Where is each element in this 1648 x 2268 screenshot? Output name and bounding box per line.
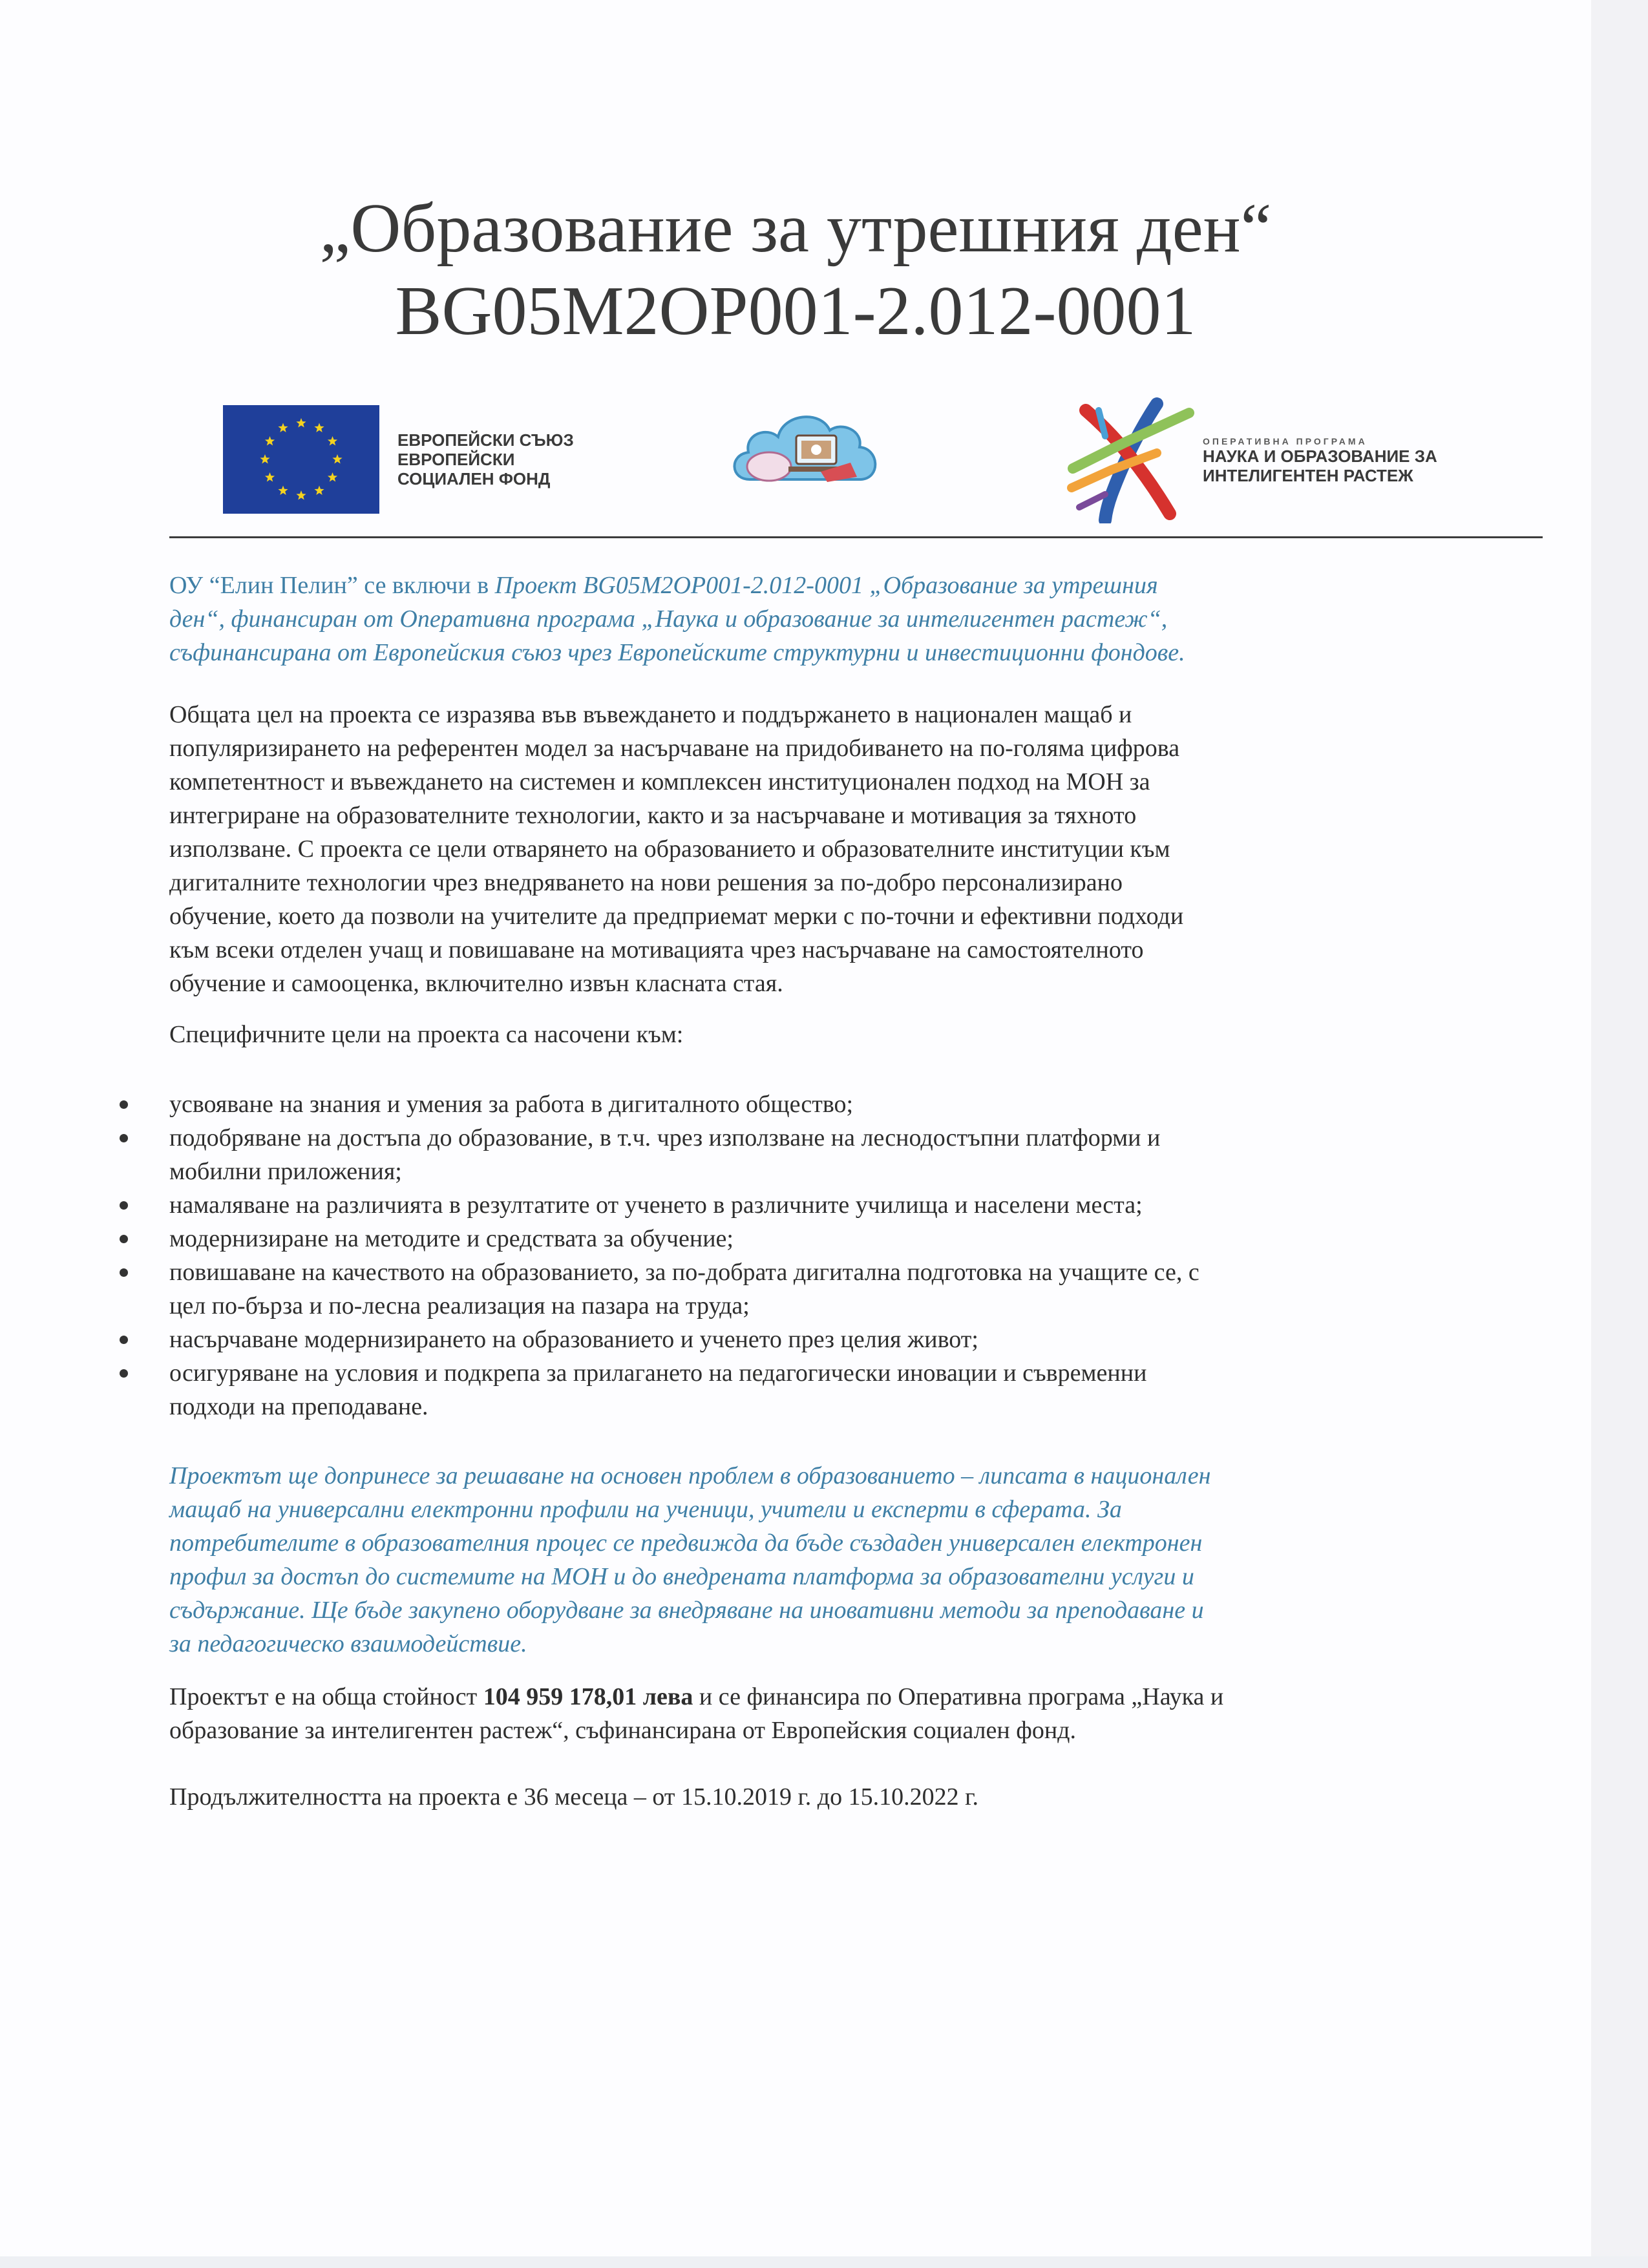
intro-line-3: съфинансирана от Европейския съюз чрез Европейските структурни и инвестиционни фондове. [169, 639, 1185, 666]
list-item [120, 1356, 1412, 1423]
eu-logo-line-3: СОЦИАЛЕН ФОНД [397, 469, 551, 488]
project-value-paragraph [169, 1680, 1404, 1747]
list-item-text: насърчаване модернизирането на образованието и ученето през целия живот; [169, 1326, 978, 1353]
eu-star-icon [278, 423, 288, 433]
impact-line: профил за достъп до системите на МОН и до внедрената платформа за образователни услуги и [169, 1563, 1194, 1590]
list-item [120, 1323, 1412, 1356]
title-line-2: BG05M2OP001-2.012-0001 [395, 273, 1196, 350]
general-goal-line: обучение, което да позволи на учителите да предприемат мерки с по-точни и ефективни подходи [169, 903, 1184, 930]
list-item-text: цел по-бърза и по-лесна реализация на пазара на труда; [169, 1292, 750, 1319]
impact-line: Проектът ще допринесе за решаване на основен проблем в образованието – липсата в национален [169, 1462, 1211, 1489]
bullet-icon [120, 1336, 128, 1344]
project-amount: 104 959 178,01 лева [483, 1683, 693, 1710]
general-goal-paragraph [169, 698, 1404, 1000]
general-goal-line: Общата цел на проекта се изразява във въвеждането и поддържането в национален мащаб и [169, 701, 1132, 728]
impact-line: за педагогическо взаимодействие. [169, 1630, 527, 1657]
bullet-icon [120, 1369, 128, 1378]
eu-star-icon [265, 436, 275, 446]
cloud-education-logo-icon [724, 395, 885, 496]
impact-line: потребителите в образователния процес се предвижда да бъде създаден универсален електронен [169, 1529, 1203, 1557]
eu-star-icon [328, 472, 337, 482]
eu-star-icon [332, 454, 342, 464]
eu-star-icon [296, 418, 306, 428]
bullet-icon [120, 1268, 128, 1277]
bullet-icon [120, 1134, 128, 1142]
op-science-education-logo [1060, 397, 1474, 523]
intro-school: ОУ “Елин Пелин” се включи в [169, 572, 495, 599]
impact-line: мащаб на универсални електронни профили на ученици, учители и експерти в сферата. За [169, 1496, 1122, 1523]
general-goal-line: към всеки отделен учащ и повишаване на мотивацията чрез насърчаване на самостоятелното [169, 936, 1144, 963]
bullet-icon [120, 1235, 128, 1243]
title-line-1: „Образование за утрешния ден“ [319, 190, 1272, 267]
eu-star-icon [296, 490, 306, 500]
list-item [120, 1188, 1412, 1222]
impact-paragraph [169, 1459, 1404, 1661]
specific-goals-list [120, 1087, 1412, 1423]
op-logo-line-2: ИНТЕЛИГЕНТЕН РАСТЕЖ [1203, 465, 1413, 485]
document-title [0, 187, 1591, 353]
general-goal-line: използване. С проекта се цели отварянето на образованието и образователните институции към [169, 835, 1170, 863]
value-prefix: Проектът е на обща стойност [169, 1683, 483, 1710]
intro-line-1 [169, 569, 1404, 602]
list-item-text: модернизиране на методите и средствата за обучение; [169, 1225, 734, 1252]
op-logo-text [1203, 436, 1474, 485]
eu-star-icon [265, 472, 275, 482]
scan-edge [1591, 0, 1648, 2268]
general-goal-line: дигиталните технологии чрез внедряването на нови решения за по-добро персонализирано [169, 869, 1123, 896]
eu-star-icon [260, 454, 269, 464]
list-item-text: подходи на преподаване. [169, 1393, 428, 1420]
list-item-text: усвояване на знания и умения за работа в дигиталното общество; [169, 1091, 854, 1118]
eu-logo-line-2: ЕВРОПЕЙСКИ [397, 450, 515, 469]
project-duration-paragraph [169, 1780, 1404, 1814]
eu-flag-icon [223, 405, 379, 514]
list-item [120, 1087, 1412, 1121]
op-logo-line-1: НАУКА И ОБРАЗОВАНИЕ ЗА [1203, 446, 1437, 466]
list-item-text: повишаване на качеството на образованието, за по-добрата дигитална подготовка на учащите се, с [169, 1259, 1199, 1286]
list-item-text: подобряване на достъпа до образование, в т.ч. чрез използване на леснодостъпни платформи и [169, 1124, 1161, 1151]
eu-star-icon [314, 423, 324, 433]
general-goal-line: популяризирането на референтен модел за насърчаване на придобиването на по-голяма цифрова [169, 735, 1180, 762]
project-duration-text: Продължителността на проекта е 36 месеца – от 15.10.2019 г. до 15.10.2022 г. [169, 1783, 978, 1811]
scan-bottom-edge [0, 2256, 1648, 2268]
list-item-text: осигуряване на условия и подкрепа за прилагането на педагогически иновации и съвременни [169, 1360, 1147, 1387]
general-goal-line: интегриране на образователните технологии, както и за насърчаване и мотивация за тяхното [169, 802, 1137, 829]
header-divider [169, 536, 1543, 538]
bullet-icon [120, 1201, 128, 1210]
op-logo-mark-icon [1060, 397, 1199, 523]
value-line-1 [169, 1680, 1404, 1714]
bullet-icon [120, 1100, 128, 1109]
list-item-text: намаляване на различията в резултатите от ученето в различните училища и населени места; [169, 1192, 1143, 1219]
value-suffix: и се финансира по Оперативна програма „Наука и [693, 1683, 1224, 1710]
list-item [120, 1255, 1412, 1323]
list-item [120, 1121, 1412, 1188]
list-item-text: мобилни приложения; [169, 1158, 402, 1185]
eu-logo-line-1: ЕВРОПЕЙСКИ СЪЮЗ [397, 430, 574, 450]
specific-goals-heading [169, 1018, 1404, 1051]
intro-paragraph [169, 569, 1404, 669]
specific-goals-heading-text: Специфичните цели на проекта са насочени към: [169, 1021, 684, 1048]
impact-line: съдържание. Ще бъде закупено оборудване за внедряване на иновативни методи за преподаване и [169, 1597, 1204, 1624]
eu-star-icon [328, 436, 337, 446]
value-line-2: образование за интелигентен растеж“, съфинансирана от Европейския социален фонд. [169, 1717, 1076, 1744]
list-item [120, 1222, 1412, 1255]
op-logo-small: ОПЕРАТИВНА ПРОГРАМА [1203, 436, 1368, 446]
general-goal-line: обучение и самооценка, включително извън класната стая. [169, 970, 783, 997]
eu-star-icon [314, 486, 324, 496]
intro-project: Проект BG05M2OP001-2.012-0001 „Образование за утрешния [494, 572, 1158, 599]
eu-logo-text [397, 430, 591, 488]
general-goal-line: компетентност и въвеждането на системен и комплексен институционален подход на МОН за [169, 768, 1150, 795]
eu-esf-logo [223, 405, 591, 514]
eu-star-icon [278, 486, 288, 496]
intro-line-2: ден“, финансиран от Оперативна програма „Наука и образование за интелигентен растеж“, [169, 605, 1168, 633]
